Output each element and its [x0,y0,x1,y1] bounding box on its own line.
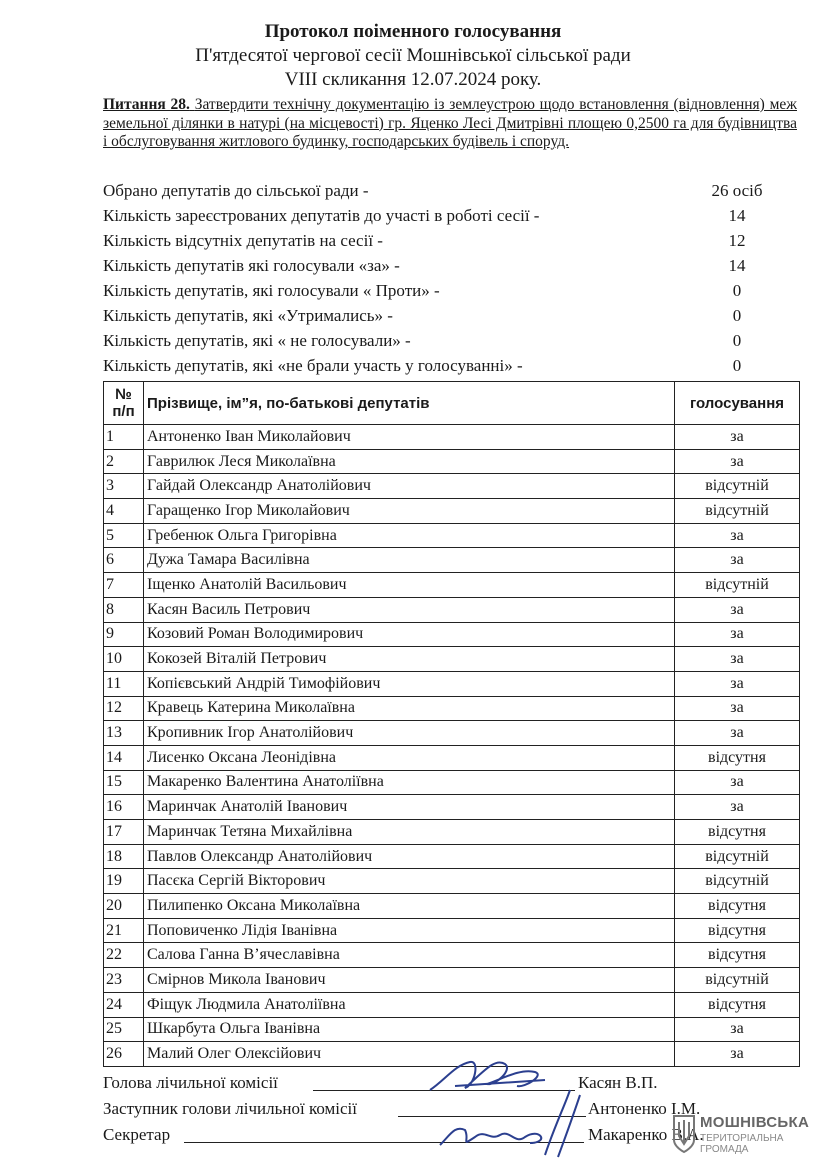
table-row [104,844,800,869]
vote-result: відсутня [675,992,800,1017]
deputy-name: Гайдай Олександр Анатолійович [144,474,675,499]
vote-result: за [675,622,800,647]
deputy-name: Шкарбута Ольга Іванівна [144,1017,675,1042]
table-row [104,943,800,968]
table-body [104,425,800,1067]
question-block [103,96,797,152]
table-row [104,992,800,1017]
vote-result: за [675,770,800,795]
stat-absent-label: Кількість відсутніх депутатів на сесії - [103,231,383,250]
deputy-name: Пасєка Сергій Вікторович [144,869,675,894]
table-row [104,597,800,622]
vote-result: за [675,721,800,746]
trident-icon [672,1114,696,1154]
deputy-name: Поповиченко Лідія Іванівна [144,918,675,943]
row-number: 5 [104,523,144,548]
row-number: 21 [104,918,144,943]
question-text: Затвердити технічну документацію із землеустрою щодо встановлення (відновлення) меж земельної ділянки в натурі (на місцевості) гр. Яценко Лесі Дмитрівні площею 0,2500 га для будівництва і обслуговування житлового будинку, господарських будівель і споруд. [103,96,797,150]
question-label: Питання 28. [103,96,190,113]
stat-elected-label: Обрано депутатів до сільської ради - [103,181,369,200]
vote-result: за [675,597,800,622]
vote-result: за [675,795,800,820]
row-number: 3 [104,474,144,499]
table-row [104,745,800,770]
table-row [104,696,800,721]
table-row [104,425,800,450]
voting-table [103,381,800,1067]
deputy-name: Малий Олег Олексійович [144,1042,675,1067]
table-row [104,869,800,894]
deputy-name: Дужа Тамара Василівна [144,548,675,573]
table-row [104,918,800,943]
stat-not-voted-value: 0 [732,331,742,350]
table-row [104,548,800,573]
row-number: 1 [104,425,144,450]
vote-result: за [675,647,800,672]
handwritten-signature-secretary [430,1085,600,1165]
deputy-name: Пилипенко Оксана Миколаївна [144,894,675,919]
table-row [104,894,800,919]
stat-not-participated-value: 0 [732,356,742,375]
stat-elected-value: 26 осіб [711,181,763,200]
vote-result: відсутня [675,820,800,845]
row-number: 23 [104,968,144,993]
vote-result: відсутній [675,968,800,993]
table-row [104,721,800,746]
vote-result: за [675,548,800,573]
column-header-name: Прізвище, ім”я, по-батькові депутатів [144,382,675,425]
row-number: 19 [104,869,144,894]
table-row [104,671,800,696]
deputy-name: Гаврилюк Леся Миколаївна [144,449,675,474]
row-number: 4 [104,499,144,524]
signature-name-secretary: Макаренко В.А. [588,1125,704,1144]
table-header-row [104,382,800,425]
deputy-name: Кокозей Віталій Петрович [144,647,675,672]
vote-result: відсутній [675,844,800,869]
vote-result: відсутній [675,499,800,524]
stat-not-participated-label: Кількість депутатів, які «не брали участь у голосуванні» - [103,356,523,375]
deputy-name: Фіщук Людмила Анатоліївна [144,992,675,1017]
table-row [104,474,800,499]
signature-role-deputy-chair: Заступник голови лічильної комісії [103,1099,358,1118]
stat-registered-label: Кількість зареєстрованих депутатів до участі в роботі сесії - [103,206,540,225]
table-row [104,968,800,993]
row-number: 8 [104,597,144,622]
vote-result: за [675,449,800,474]
deputy-name: Маринчак Анатолій Іванович [144,795,675,820]
table-row [104,499,800,524]
deputy-name: Копієвський Андрій Тимофійович [144,671,675,696]
table-row [104,622,800,647]
row-number: 24 [104,992,144,1017]
table-row [104,449,800,474]
table-row [104,573,800,598]
community-logo [672,1112,812,1160]
row-number: 6 [104,548,144,573]
vote-result: відсутня [675,918,800,943]
column-header-number: № п/п [104,382,144,425]
column-header-vote: голосування [675,382,800,425]
session-line: П'ятдесятої чергової сесії Мошнівської сільської ради [195,45,631,66]
table-row [104,770,800,795]
convocation-line: VIII скликання 12.07.2024 року. [284,69,542,90]
table-row [104,647,800,672]
vote-result: за [675,696,800,721]
row-number: 7 [104,573,144,598]
row-number: 20 [104,894,144,919]
stat-for-label: Кількість депутатів які голосували «за» - [103,256,400,275]
vote-result: відсутній [675,869,800,894]
deputy-name: Гаращенко Ігор Миколайович [144,499,675,524]
stat-for-value: 14 [728,256,746,275]
deputy-name: Салова Ганна В’ячеславівна [144,943,675,968]
logo-line-1: МОШНІВСЬКА [700,1114,810,1131]
row-number: 9 [104,622,144,647]
deputy-name: Антоненко Іван Миколайович [144,425,675,450]
vote-result: відсутній [675,573,800,598]
vote-result: за [675,425,800,450]
deputy-name: Іщенко Анатолій Васильович [144,573,675,598]
row-number: 11 [104,671,144,696]
table-row [104,820,800,845]
stat-not-voted-label: Кількість депутатів, які « не голосували» - [103,331,411,350]
vote-result: за [675,1042,800,1067]
table-row [104,795,800,820]
deputy-name: Смірнов Микола Іванович [144,968,675,993]
signature-name-deputy-chair: Антоненко І.М. [588,1099,701,1118]
vote-result: відсутня [675,894,800,919]
deputy-name: Макаренко Валентина Анатоліївна [144,770,675,795]
signature-role-chair: Голова лічильної комісії [103,1073,278,1092]
signature-role-secretary: Секретар [103,1125,171,1144]
row-number: 15 [104,770,144,795]
deputy-name: Павлов Олександр Анатолійович [144,844,675,869]
row-number: 26 [104,1042,144,1067]
stat-against-label: Кількість депутатів, які голосували « Проти» - [103,281,440,300]
row-number: 22 [104,943,144,968]
document-title: Протокол поіменного голосування [264,21,562,42]
stat-registered-value: 14 [728,206,746,225]
stat-abstained-label: Кількість депутатів, які «Утримались» - [103,306,393,325]
deputy-name: Кравець Катерина Миколаївна [144,696,675,721]
logo-line-2: ТЕРИТОРІАЛЬНА [700,1133,784,1144]
vote-result: за [675,671,800,696]
logo-line-3: ГРОМАДА [700,1144,749,1155]
row-number: 2 [104,449,144,474]
stat-abstained-value: 0 [732,306,742,325]
vote-result: відсутня [675,943,800,968]
deputy-name: Касян Василь Петрович [144,597,675,622]
row-number: 16 [104,795,144,820]
deputy-name: Лисенко Оксана Леонідівна [144,745,675,770]
deputy-name: Маринчак Тетяна Михайлівна [144,820,675,845]
vote-result: відсутній [675,474,800,499]
deputy-name: Гребенюк Ольга Григорівна [144,523,675,548]
stat-against-value: 0 [732,281,742,300]
row-number: 25 [104,1017,144,1042]
stat-absent-value: 12 [728,231,746,250]
vote-result: за [675,523,800,548]
row-number: 17 [104,820,144,845]
row-number: 14 [104,745,144,770]
row-number: 13 [104,721,144,746]
table-row [104,1017,800,1042]
table-row [104,523,800,548]
deputy-name: Козовий Роман Володимирович [144,622,675,647]
vote-result: відсутня [675,745,800,770]
deputy-name: Кропивник Ігор Анатолійович [144,721,675,746]
row-number: 10 [104,647,144,672]
vote-result: за [675,1017,800,1042]
row-number: 18 [104,844,144,869]
signature-name-chair: Касян В.П. [578,1073,658,1092]
row-number: 12 [104,696,144,721]
